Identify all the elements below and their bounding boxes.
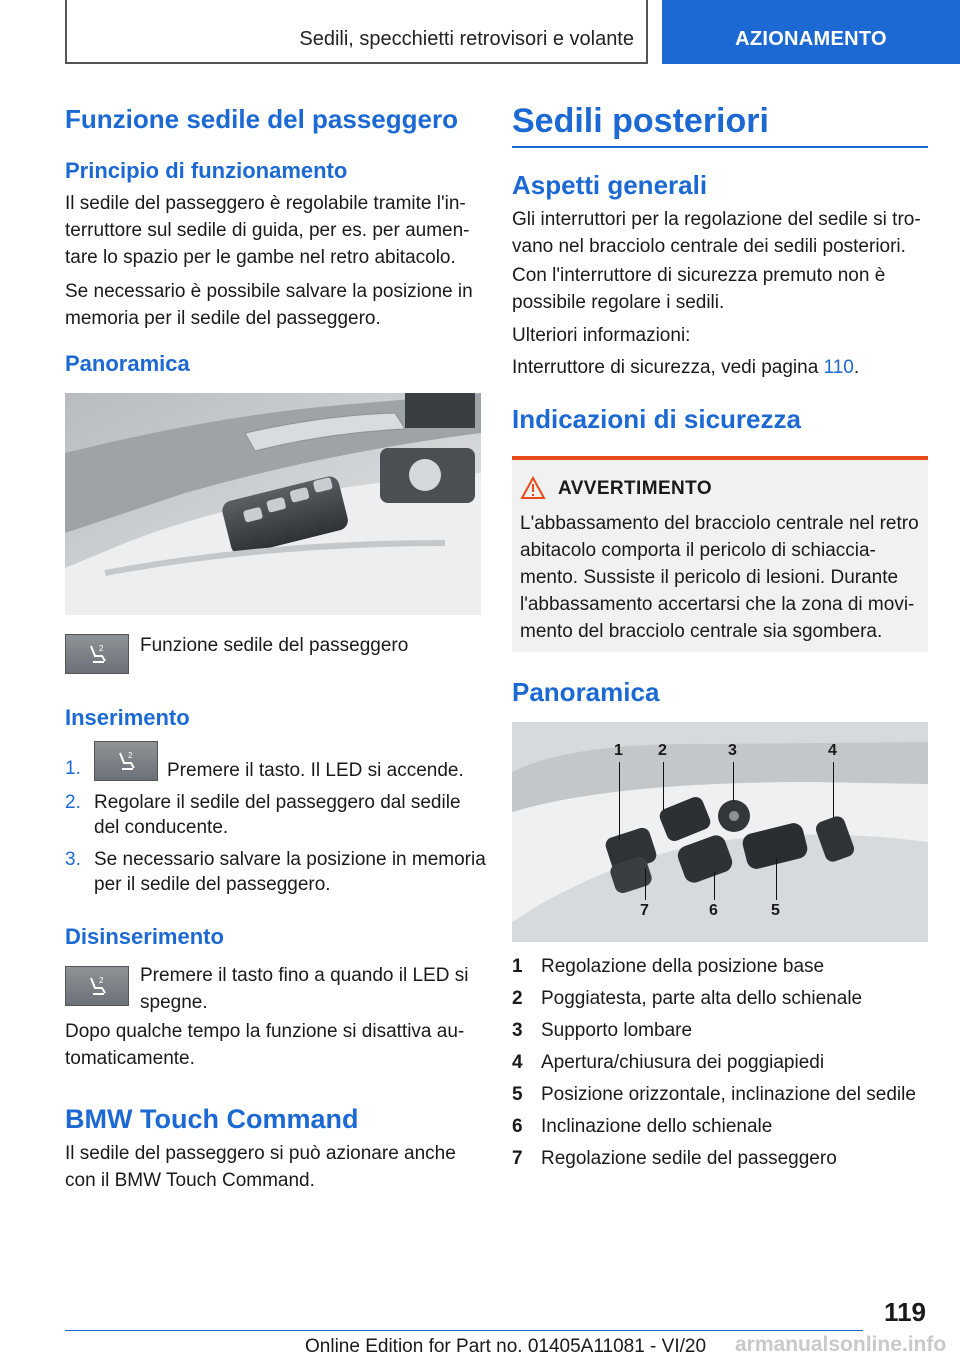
svg-text:2: 2 xyxy=(99,976,104,985)
svg-text:2: 2 xyxy=(99,644,104,653)
legend-item: 7 Regolazione sedile del passeggero xyxy=(512,1148,837,1169)
page-number: 119 xyxy=(884,1297,926,1327)
legend-item: 5 Posizione orizzontale, inclinazione del sedile xyxy=(512,1084,916,1105)
left-overview-heading: Panoramica xyxy=(65,351,190,376)
watermark: armanualsonline.info xyxy=(735,1333,947,1356)
page-reference-link[interactable]: 110 xyxy=(823,357,854,378)
auto-off-text: Dopo qualche tempo la funzione si disattiva au- tomaticamente. xyxy=(65,1021,465,1069)
warning-title: AVVERTIMENTO xyxy=(558,478,712,499)
legend-item: 1 Regolazione della posizione base xyxy=(512,956,825,977)
rear-seat-switches-photo xyxy=(512,722,928,942)
footer-edition: Online Edition for Part no. 01405A11081 - VI/20 xyxy=(305,1336,707,1357)
general-paragraph-1: Gli interruttori per la regolazione del sedile si tro- vano nel bracciolo centrale dei sedili posteriori. xyxy=(512,209,921,257)
principle-paragraph-2: Se necessario è possibile salvare la posizione in memoria per il sedile del passeggero. xyxy=(65,281,473,329)
step-2: 2. Regolare il sedile del passeggero dal sedile del conducente. xyxy=(65,792,461,838)
right-overview-heading: Panoramica xyxy=(512,677,660,707)
passenger-seat-button-icon xyxy=(65,634,129,674)
disable-text: Premere il tasto fino a quando il LED si spegne. xyxy=(140,965,469,1013)
warning-box xyxy=(512,456,928,652)
disable-heading: Disinserimento xyxy=(65,924,224,949)
door-panel-illustration xyxy=(65,393,481,615)
door-panel-photo xyxy=(65,393,481,615)
legend-item: 6 Inclinazione dello schienale xyxy=(512,1116,773,1137)
legend-item: 3 Supporto lombare xyxy=(512,1020,693,1041)
legend-item: 2 Poggiatesta, parte alta dello schienale xyxy=(512,988,863,1009)
enable-steps-list xyxy=(65,790,485,897)
safety-heading: Indicazioni di sicurezza xyxy=(512,404,801,434)
footer-rule xyxy=(65,1330,863,1331)
right-title: Sedili posteriori xyxy=(512,102,769,140)
title-underline xyxy=(512,146,928,148)
principle-heading: Principio di funzionamento xyxy=(65,158,348,183)
step-1: 1. 2 Premere il tasto. Il LED si accende. xyxy=(65,741,485,781)
header-chapter-tab[interactable] xyxy=(662,0,960,64)
step-3: 3. Se necessario salvare la posizione in memoria per il sedile del passeggero. xyxy=(65,849,486,895)
header-section-title: Sedili, specchietti retrovisori e volante xyxy=(299,28,634,50)
photo-caption: Funzione sedile del passeggero xyxy=(140,635,409,656)
svg-text:2: 2 xyxy=(128,751,133,760)
passenger-seat-button-icon xyxy=(65,966,129,1006)
callout-2: 2 xyxy=(658,742,667,759)
callout-7: 7 xyxy=(640,902,649,919)
warning-text: L'abbassamento del bracciolo centrale nel retro abitacolo comporta il pericolo di schiaccia- mento. Sussiste il pericolo di lesioni. Durante l'abbassamento accertarsi che la zona di movi- mento del bracciolo centrale sia sgombera. xyxy=(520,513,919,642)
page-reference: Interruttore di sicurezza, vedi pagina 110. xyxy=(512,357,860,378)
left-title: Funzione sedile del passeggero xyxy=(65,104,458,134)
touch-command-heading: BMW Touch Command xyxy=(65,1104,359,1134)
enable-steps xyxy=(65,741,485,781)
more-info-label: Ulteriori informazioni: xyxy=(512,325,691,346)
principle-paragraph-1: Il sedile del passeggero è regolabile tramite l'in- terruttore sul sedile di guida, per es. per aumen- tare lo spazio per le gambe nel retro abitacolo. xyxy=(65,193,470,268)
callout-1: 1 xyxy=(614,742,623,759)
header-chapter-label: AZIONAMENTO xyxy=(735,28,887,50)
callout-6: 6 xyxy=(709,902,718,919)
passenger-seat-button-icon xyxy=(94,741,158,781)
warning-triangle-icon xyxy=(520,476,546,500)
header-section-box xyxy=(65,0,648,64)
general-heading: Aspetti generali xyxy=(512,170,708,200)
enable-heading: Inserimento xyxy=(65,705,190,730)
legend-item: 4 Apertura/chiusura dei poggiapiedi xyxy=(512,1052,825,1073)
callout-3: 3 xyxy=(728,742,737,759)
figure-callouts xyxy=(512,722,928,942)
callout-4: 4 xyxy=(828,742,837,759)
callout-5: 5 xyxy=(771,902,780,919)
touch-command-text: Il sedile del passeggero si può azionare anche con il BMW Touch Command. xyxy=(65,1143,456,1191)
general-paragraph-2: Con l'interruttore di sicurezza premuto non è possibile regolare i sedili. xyxy=(512,265,886,313)
